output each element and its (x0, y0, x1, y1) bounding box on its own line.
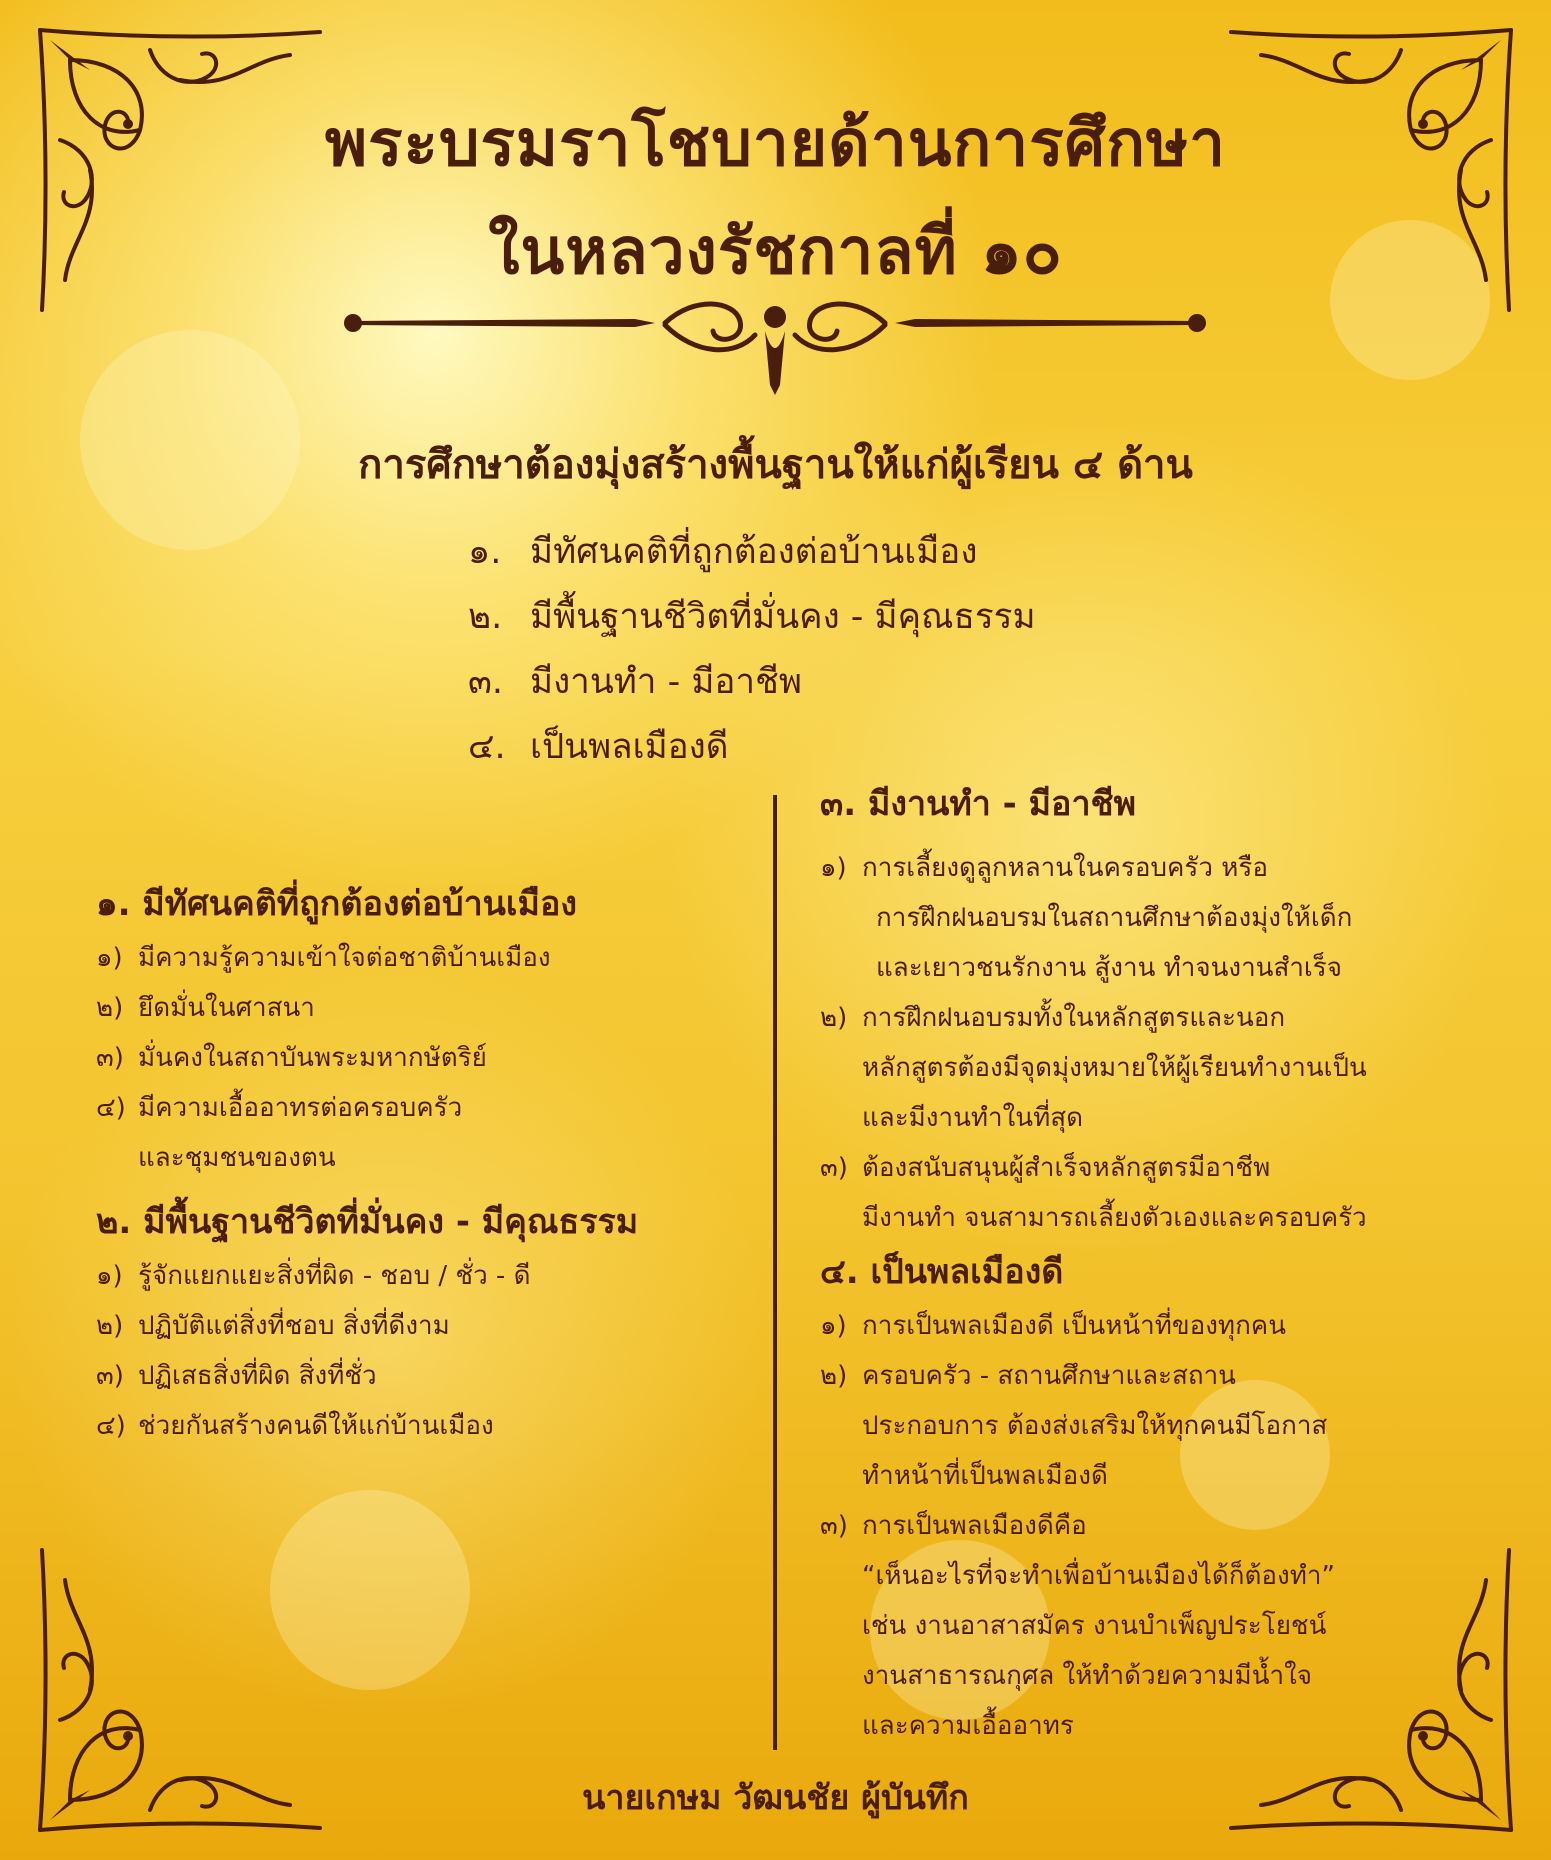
overview-item (468, 520, 1036, 585)
item-number: ๑) (96, 943, 123, 973)
list-item (96, 983, 756, 1033)
overview-item (468, 585, 1036, 650)
item-number: ๔) (96, 1411, 126, 1441)
section-1-heading: ๑. มีทัศนคติที่ถูกต้องต่อบ้านเมือง (96, 884, 577, 924)
overview-number: ๓. (468, 662, 504, 702)
item-number: ๑) (96, 1261, 123, 1291)
item-number: ๓) (820, 1153, 848, 1183)
list-item (96, 1033, 756, 1083)
item-number: ๔) (96, 1093, 126, 1123)
item-text: การเป็นพลเมืองดีคือ (862, 1511, 1087, 1541)
item-text: ครอบครัว - สถานศึกษาและสถาน (862, 1361, 1236, 1391)
item-number: ๒) (96, 993, 124, 1023)
item-text: มีความเอื้ออาทรต่อครอบครัว (138, 1093, 463, 1123)
overview-text: เป็นพลเมืองดี (530, 727, 729, 767)
item-text: ปฏิเสธสิ่งที่ผิด สิ่งที่ชั่ว (138, 1361, 377, 1391)
item-text-continued: งานสาธารณกุศล ให้ทำด้วยความมีน้ำใจ (862, 1661, 1312, 1691)
item-text: ต้องสนับสนุนผู้สำเร็จหลักสูตรมีอาชีพ (862, 1153, 1271, 1183)
right-column (820, 775, 1460, 1751)
list-item (820, 1301, 1460, 1351)
list-item (96, 1083, 756, 1133)
list-item (96, 1301, 756, 1351)
section-3-heading: ๓. มีงานทำ - มีอาชีพ (820, 784, 1137, 824)
item-number: ๒) (820, 1361, 848, 1391)
column-divider (773, 795, 777, 1750)
item-text-continued: มีงานทำ จนสามารถเลี้ยงตัวเองและครอบครัว (862, 1203, 1367, 1233)
left-column (96, 875, 756, 1451)
overview-number: ๔. (468, 727, 506, 767)
item-text: ยึดมั่นในศาสนา (138, 993, 315, 1023)
list-item (96, 1401, 756, 1451)
item-number: ๓) (820, 1511, 848, 1541)
item-number: ๑) (820, 853, 847, 883)
item-text: ช่วยกันสร้างคนดีให้แก่บ้านเมือง (138, 1411, 494, 1441)
item-text-continued: และชุมชนของตน (138, 1143, 336, 1173)
subtitle: การศึกษาต้องมุ่งสร้างพื้นฐานให้แก่ผู้เรียน ๔ ด้าน (358, 442, 1193, 488)
item-text-continued: ทำหน้าที่เป็นพลเมืองดี (862, 1461, 1108, 1491)
item-number: ๒) (96, 1311, 124, 1341)
overview-item (468, 715, 1036, 780)
section-4-heading: ๔. เป็นพลเมืองดี (820, 1252, 1064, 1292)
item-text-continued: และเยาวชนรักงาน สู้งาน ทำจนงานสำเร็จ (876, 953, 1343, 983)
item-text-continued: หลักสูตรต้องมีจุดมุ่งหมายให้ผู้เรียนทำงานเป็น (862, 1053, 1367, 1083)
page-title-line2: ในหลวงรัชกาลที่ ๑๐ (488, 215, 1063, 289)
item-text-continued: “เห็นอะไรที่จะทำเพื่อบ้านเมืองได้ก็ต้องทำ” (862, 1561, 1335, 1591)
overview-item (468, 650, 1036, 715)
item-number: ๑) (820, 1311, 847, 1341)
item-text: การเป็นพลเมืองดี เป็นหน้าที่ของทุกคน (862, 1311, 1286, 1341)
list-item (820, 1351, 1460, 1401)
overview-number: ๑. (468, 532, 502, 572)
overview-text: มีพื้นฐานชีวิตที่มั่นคง - มีคุณธรรม (530, 597, 1036, 637)
list-item (96, 1351, 756, 1401)
overview-text: มีงานทำ - มีอาชีพ (530, 662, 802, 702)
item-text-continued: ประกอบการ ต้องส่งเสริมให้ทุกคนมีโอกาส (862, 1411, 1328, 1441)
item-text: รู้จักแยกแยะสิ่งที่ผิด - ชอบ / ชั่ว - ดี (138, 1261, 531, 1291)
list-item (820, 993, 1460, 1043)
item-text: มีความรู้ความเข้าใจต่อชาติบ้านเมือง (138, 943, 551, 973)
item-number: ๒) (820, 1003, 848, 1033)
list-item (820, 1143, 1460, 1193)
author-credit: นายเกษม วัฒนชัย ผู้บันทึก (582, 1778, 969, 1818)
item-text: ปฏิบัติแต่สิ่งที่ชอบ สิ่งที่ดีงาม (138, 1311, 450, 1341)
item-number: ๓) (96, 1361, 124, 1391)
item-text: การเลี้ยงดูลูกหลานในครอบครัว หรือ (862, 853, 1268, 883)
list-item (96, 1251, 756, 1301)
list-item (820, 843, 1460, 893)
list-item (96, 933, 756, 983)
item-text-continued: การฝึกฝนอบรมในสถานศึกษาต้องมุ่งให้เด็ก (876, 903, 1353, 933)
overview-number: ๒. (468, 597, 503, 637)
item-text-continued: และความเอื้ออาทร (862, 1711, 1074, 1741)
page-title-line1: พระบรมราโชบายด้านการศึกษา (324, 107, 1227, 181)
section-2-heading: ๒. มีพื้นฐานชีวิตที่มั่นคง - มีคุณธรรม (96, 1202, 639, 1242)
item-number: ๓) (96, 1043, 124, 1073)
ornamental-divider (335, 295, 1215, 405)
item-text-continued: และมีงานทำในที่สุด (862, 1103, 1083, 1133)
overview-list (468, 520, 1036, 780)
item-text: มั่นคงในสถาบันพระมหากษัตริย์ (138, 1043, 487, 1073)
list-item (820, 1501, 1460, 1551)
item-text: การฝึกฝนอบรมทั้งในหลักสูตรและนอก (862, 1003, 1286, 1033)
overview-text: มีทัศนคติที่ถูกต้องต่อบ้านเมือง (530, 532, 978, 572)
item-text-continued: เช่น งานอาสาสมัคร งานบำเพ็ญประโยชน์ (862, 1611, 1327, 1641)
